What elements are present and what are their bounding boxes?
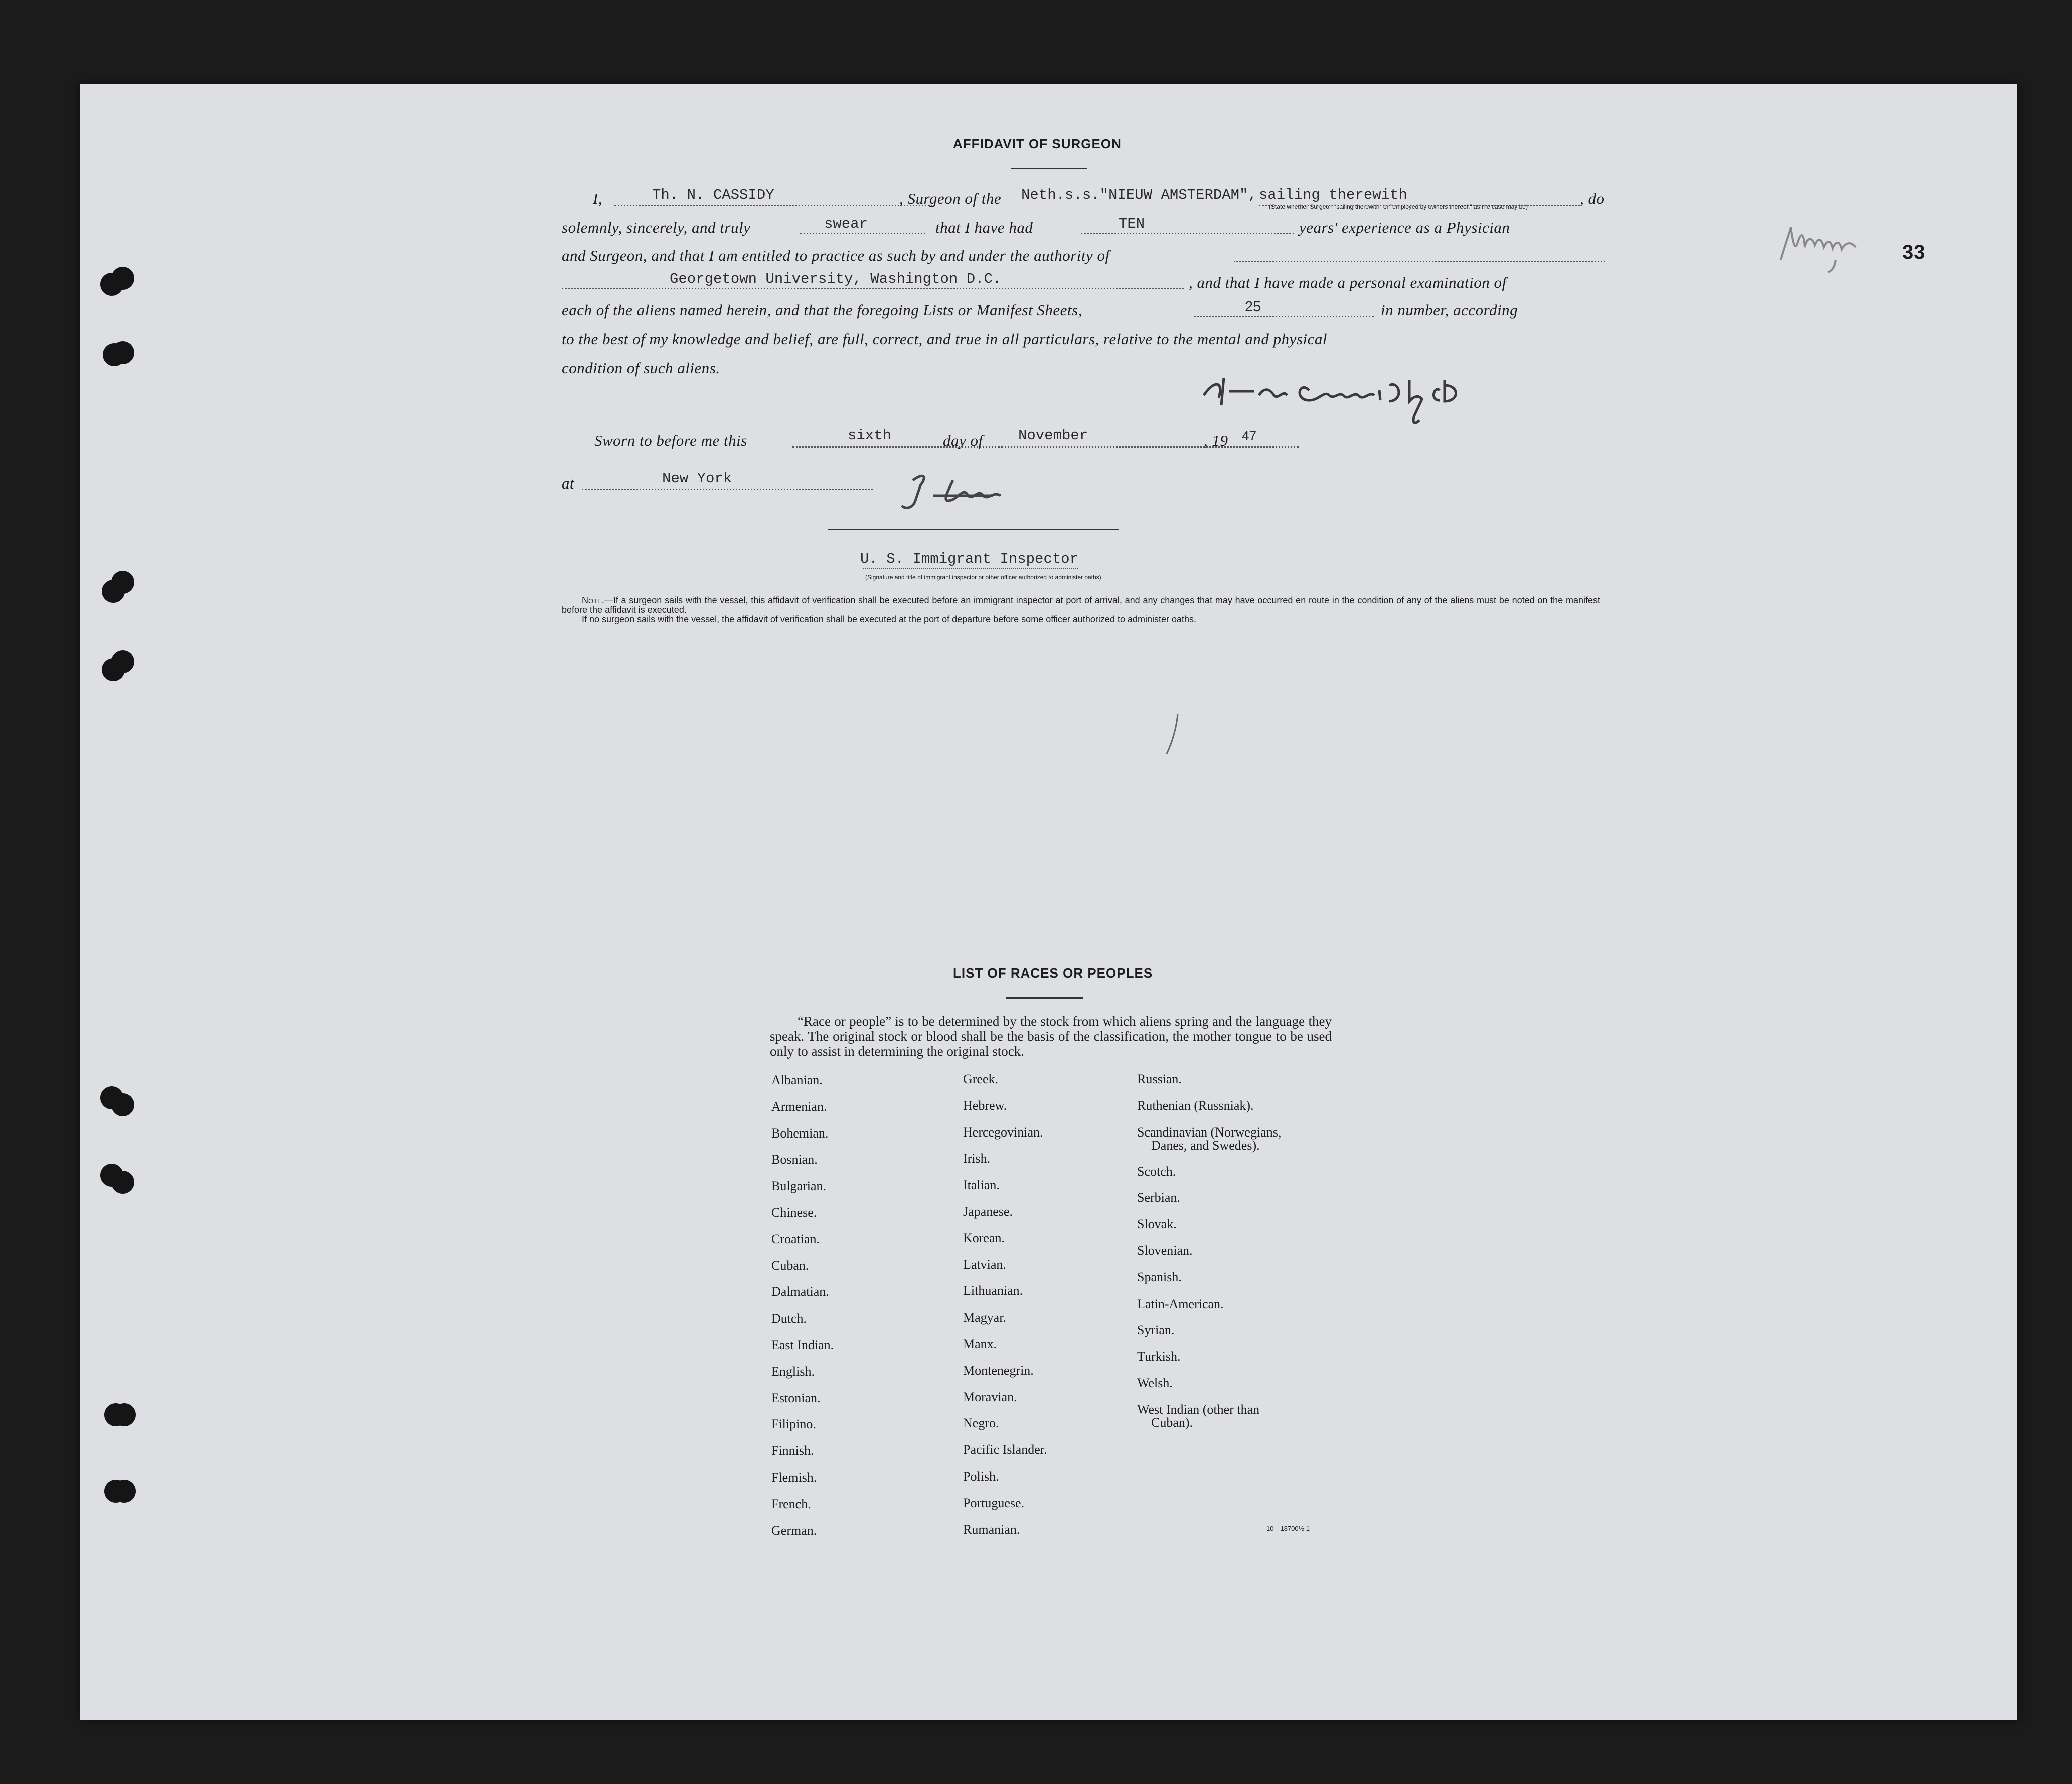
race-item: Spanish. xyxy=(1137,1269,1182,1284)
punch-hole xyxy=(100,273,123,296)
race-item: Polish. xyxy=(963,1469,999,1484)
punch-hole xyxy=(113,1480,136,1503)
race-item: Ruthenian (Russniak). xyxy=(1137,1098,1254,1113)
race-item: Estonian. xyxy=(771,1390,821,1405)
race-item: Korean. xyxy=(963,1230,1005,1245)
label-day-of: day of xyxy=(943,432,983,449)
note-label: Note. xyxy=(582,595,604,605)
label-years-experience: years' experience as a Physician xyxy=(1299,219,1510,236)
label-best-knowledge: to the best of my knowledge and belief, are full, correct, and true in all particulars, relative to the mental and physical xyxy=(562,330,1327,348)
sworn-year: 47 xyxy=(1242,428,1256,443)
race-item: Greek. xyxy=(963,1072,999,1086)
sworn-month: November xyxy=(1018,427,1088,444)
label-sworn: Sworn to before me this xyxy=(594,432,747,449)
inspector-caption: (Signature and title of immigrant inspector or other officer authorized to administer oaths) xyxy=(865,574,1101,581)
punch-hole xyxy=(103,343,126,366)
margin-handwriting xyxy=(1776,212,1876,277)
label-in-number: in number, according xyxy=(1381,301,1518,319)
race-item: Welsh. xyxy=(1137,1375,1173,1390)
race-item: Latvian. xyxy=(963,1257,1006,1272)
race-item: Cuban). xyxy=(1151,1415,1193,1430)
punch-hole xyxy=(113,1403,136,1426)
race-item: English. xyxy=(771,1364,815,1379)
state-note: (State whether Surgeon "sailing therewith" or "employed by owners thereof," as the case may be) xyxy=(1269,203,1528,210)
page-number: 33 xyxy=(1902,241,1925,263)
race-item: Bulgarian. xyxy=(771,1179,827,1194)
race-item: Croatian. xyxy=(771,1231,820,1246)
race-item: Armenian. xyxy=(771,1099,827,1114)
label-examination: , and that I have made a personal examination of xyxy=(1189,274,1507,291)
race-item: Magyar. xyxy=(963,1310,1006,1325)
list-title: LIST OF RACES OR PEOPLES xyxy=(953,965,1153,981)
race-item: Turkish. xyxy=(1137,1349,1181,1364)
label-surgeon-of: , Surgeon of the xyxy=(899,190,1002,207)
race-item: Dutch. xyxy=(771,1311,807,1326)
vessel-name: Neth.s.s."NIEUW AMSTERDAM", xyxy=(1021,187,1257,203)
years-experience: TEN xyxy=(1119,216,1145,232)
race-item: Scandinavian (Norwegians, xyxy=(1137,1124,1282,1140)
sailing-status: sailing therewith xyxy=(1259,187,1407,203)
race-item: Slovenian. xyxy=(1137,1243,1193,1258)
affidavit-title: AFFIDAVIT OF SURGEON xyxy=(953,136,1122,151)
race-item: West Indian (other than xyxy=(1137,1402,1260,1417)
race-item: French. xyxy=(771,1496,811,1511)
list-title-underline xyxy=(1006,997,1083,999)
surgeon-name-line xyxy=(614,205,935,206)
race-item: Syrian. xyxy=(1137,1323,1175,1338)
surgeon-name: Th. N. CASSIDY xyxy=(652,187,774,203)
punch-hole xyxy=(111,1171,134,1194)
years-line xyxy=(1081,233,1294,234)
note-text-1: —If a surgeon sails with the vessel, this affidavit of verification shall be executed before an immigrant inspector at port of arrival, and any changes that may have occurred en route in the condition of any of the aliens must be noted on the manifest before the affidavit is executed. xyxy=(562,595,1600,615)
race-item: Negro. xyxy=(963,1416,999,1431)
race-item: Serbian. xyxy=(1137,1190,1180,1205)
race-item: Bohemian. xyxy=(771,1125,829,1141)
sheets-line xyxy=(1194,316,1374,317)
race-item: Lithuanian. xyxy=(963,1283,1023,1299)
race-item: Cuban. xyxy=(771,1258,809,1273)
race-item: Montenegrin. xyxy=(963,1363,1034,1378)
sworn-day: sixth xyxy=(848,427,892,444)
label-condition: condition of such aliens. xyxy=(562,359,720,377)
oath-line xyxy=(800,233,925,234)
authority-name: Georgetown University, Washington D.C. xyxy=(670,271,1002,287)
label-i: I, xyxy=(593,190,603,207)
race-item: Hercegovinian. xyxy=(963,1124,1043,1140)
sheets-count: 25 xyxy=(1245,299,1261,315)
race-item: Dalmatian. xyxy=(771,1284,829,1300)
race-item: Russian. xyxy=(1137,1072,1182,1086)
list-intro: “Race or people” is to be determined by the stock from which aliens spring and the language they speak. The original stock or blood shall be the basis of the classification, the mother tongue to be used only to assist in determining the original stock. xyxy=(770,1014,1332,1059)
label-and-surgeon: and Surgeon, and that I am entitled to practice as such by and under the authority of xyxy=(562,247,1110,264)
label-i-have-had: that I have had xyxy=(935,219,1033,236)
label-year-prefix: , 19 xyxy=(1204,432,1228,449)
race-item: Danes, and Swedes). xyxy=(1151,1138,1260,1153)
label-at: at xyxy=(562,474,575,492)
race-item: Japanese. xyxy=(963,1204,1013,1219)
race-item: Manx. xyxy=(963,1336,997,1351)
stray-pen-mark xyxy=(1163,711,1183,756)
surgeon-signature xyxy=(1199,360,1610,430)
race-item: Bosnian. xyxy=(771,1152,818,1167)
race-item: Filipino. xyxy=(771,1417,816,1432)
punch-hole xyxy=(111,1093,134,1116)
race-item: Irish. xyxy=(963,1151,991,1166)
label-each-alien: each of the aliens named herein, and that the foregoing Lists or Manifest Sheets, xyxy=(562,301,1082,319)
punch-hole xyxy=(102,580,125,603)
races-column-3 xyxy=(1137,1066,1281,1429)
race-item: Rumanian. xyxy=(963,1522,1020,1537)
race-item: German. xyxy=(771,1523,817,1538)
race-item: Moravian. xyxy=(963,1389,1017,1404)
inspector-title: U. S. Immigrant Inspector xyxy=(860,551,1079,567)
race-item: East Indian. xyxy=(771,1337,834,1352)
race-item: Italian. xyxy=(963,1178,1000,1193)
sworn-place: New York xyxy=(662,470,732,487)
punch-hole xyxy=(102,658,125,681)
race-item: Scotch. xyxy=(1137,1164,1176,1179)
title-underline xyxy=(1011,168,1087,169)
race-item: Flemish. xyxy=(771,1470,817,1485)
oath-word: swear xyxy=(824,216,868,232)
inspector-title-line xyxy=(863,568,1078,569)
document-page xyxy=(80,84,2017,1720)
label-solemnly: solemnly, sincerely, and truly xyxy=(562,219,751,236)
inspector-signature xyxy=(893,470,1043,516)
races-column-1 xyxy=(771,1067,834,1544)
note-text-2: If no surgeon sails with the vessel, the affidavit of verification shall be executed at the port of departure before some officer authorized to administer oaths. xyxy=(582,614,1197,624)
race-item: Finnish. xyxy=(771,1443,814,1458)
month-line xyxy=(998,446,1299,448)
race-item: Albanian. xyxy=(771,1073,823,1087)
race-item: Chinese. xyxy=(771,1205,817,1220)
race-item: Slovak. xyxy=(1137,1217,1177,1232)
authority-line-a xyxy=(1234,261,1605,262)
race-item: Pacific Islander. xyxy=(963,1442,1047,1457)
form-code: 10—18700½-1 xyxy=(1266,1525,1310,1532)
race-item: Portuguese. xyxy=(963,1495,1025,1510)
inspector-signature-line xyxy=(828,529,1119,530)
authority-line-b xyxy=(562,288,1184,289)
place-line xyxy=(582,489,873,490)
race-item: Hebrew. xyxy=(963,1098,1007,1113)
affidavit-note xyxy=(562,596,1600,624)
races-column-2 xyxy=(963,1066,1047,1543)
label-do: , do xyxy=(1580,190,1605,207)
race-item: Latin-American. xyxy=(1137,1296,1224,1311)
